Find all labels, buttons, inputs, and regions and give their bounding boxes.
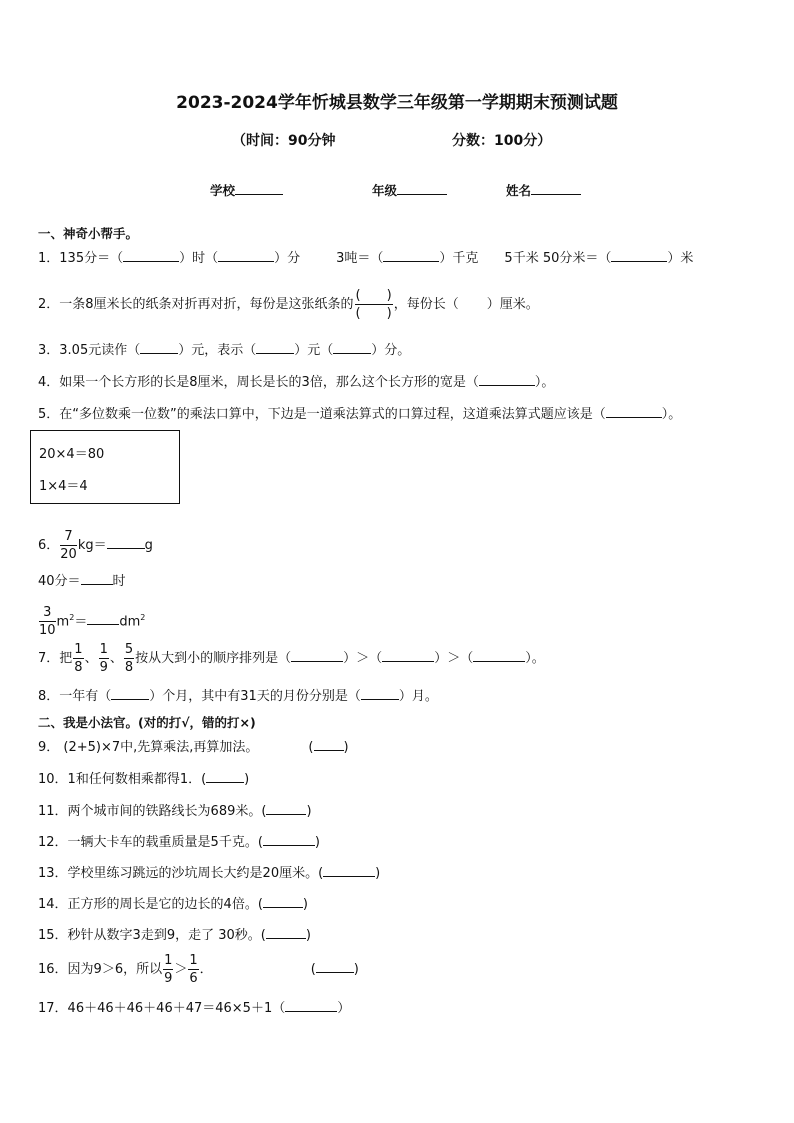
name-label: 姓名 [506,183,532,198]
q1-text: ）千克 [439,251,479,266]
q5-text: ）。 [661,407,682,422]
question-16 [38,950,359,990]
q5-text: 5．在“多位数乘一位数”的乘法口算中，下边是一道乘法算式的口算过程，这道乘法算式题应该是（ [38,407,606,422]
q1-text: ）时（ [179,251,219,266]
q8-text: ）月。 [398,689,438,704]
q3-blank-3[interactable] [333,353,371,354]
q5-calculation-box [30,430,180,504]
exam-title: 2023-2024学年忻城县数学三年级第一学期期末预测试题 [176,93,618,113]
q6-text: 6． [38,538,60,553]
q7-separator: 、 [109,651,123,666]
q3-text: ）元，表示（ [178,343,257,358]
q8-blank-2[interactable] [361,699,399,700]
q15-text: ) [305,928,311,943]
q13-text: ) [375,866,381,881]
question-5 [38,405,681,425]
section-1-title: 一、神奇小帮手。 [38,226,139,241]
q6-superscript: 2 [69,613,75,622]
q6-superscript: 2 [140,613,146,622]
q1-text: 1．135分＝（ [38,251,124,266]
school-field[interactable] [210,181,283,199]
q16-f2-numerator: 1 [189,953,198,968]
question-12 [38,833,320,853]
q16-f2-denominator: 6 [189,971,198,986]
q6-text: kg＝ [77,538,107,553]
q6-f2-denominator: 10 [39,623,56,639]
q14-text: 14．正方形的周长是它的边长的4倍。( [38,897,263,912]
q4-blank[interactable] [479,385,535,386]
question-14 [38,895,308,915]
q7-text: ）＞（ [343,651,383,666]
exam-time: （时间：90分钟 [232,133,336,149]
q11-text: 11．两个城市间的铁路线长为689米。( [38,804,267,819]
q1-text: ）分 [274,251,301,266]
q8-text: 8．一年有（ [38,689,112,704]
q14-text: ) [302,897,308,912]
q6-text: 40分＝ [38,574,81,589]
q6-blank-2[interactable] [81,584,113,585]
q15-text: 15．秒针从数字3走到9，走了 30秒。( [38,928,266,943]
q10-text: ) [244,772,250,787]
question-6-line-2 [38,572,126,592]
q9-answer-blank[interactable] [314,750,344,751]
question-6 [38,526,153,566]
q6-blank-3[interactable] [87,624,119,625]
q7-text: ）＞（ [434,651,474,666]
q6-text: m [56,614,70,630]
q9-text: ) [343,740,349,755]
q7-f1-denominator: 8 [74,660,83,675]
q6-blank-1[interactable] [107,548,145,549]
question-6-line-3 [38,598,145,642]
q3-text: ）元（ [294,343,334,358]
q6-f1-numerator: 7 [60,530,77,546]
q3-blank-1[interactable] [140,353,178,354]
q8-text: ）个月，其中有31天的月份分别是（ [149,689,361,704]
q10-text: 10．1和任何数相乘都得1．( [38,772,207,787]
q11-answer-blank[interactable] [266,814,306,815]
q7-text: ）。 [525,651,545,666]
q14-answer-blank[interactable] [263,907,303,908]
name-blank[interactable] [531,194,581,195]
grade-blank[interactable] [397,194,447,195]
q3-text: ）分。 [371,343,411,358]
q17-text: ） [337,1001,351,1016]
grade-field[interactable] [372,181,447,199]
q1-blank-4[interactable] [611,261,667,262]
q2-frac-numerator: ( ) [355,288,392,303]
q7-fraction-2 [99,643,109,674]
question-1 [38,249,693,269]
q2-text: ）厘米。 [486,297,539,312]
school-label: 学校 [210,183,236,198]
question-10 [38,770,249,790]
q7-fraction-3 [124,643,134,674]
q6-text: ＝ [74,614,88,630]
q17-answer-blank[interactable] [285,1011,337,1012]
q1-text: 5千米 50分米＝（ [504,251,612,266]
q7-text: 按从大到小的顺序排列是（ [135,651,292,666]
q16-answer-blank[interactable] [316,972,354,973]
q5-step-2: 1×4＝4 [39,479,88,494]
q16-fraction-1 [163,954,173,985]
exam-score: 分数：100分） [452,133,552,149]
q6-text: g [144,538,153,553]
q6-fraction-2 [39,606,56,637]
q8-blank-1[interactable] [111,699,149,700]
question-7 [38,639,545,679]
grade-label: 年级 [372,183,398,198]
q6-fraction-1 [60,530,77,561]
q16-f1-numerator: 1 [164,953,173,968]
question-9 [38,738,349,758]
q2-text: 2．一条8厘米长的纸条对折再对折，每份是这张纸条的 [38,297,354,312]
q5-blank[interactable] [606,417,662,418]
q13-answer-blank[interactable] [323,876,375,877]
q11-text: ) [306,804,312,819]
q2-text: ，每份长（ [393,297,459,312]
q6-text: 时 [112,574,126,589]
q7-blank-3[interactable] [473,661,525,662]
q7-f3-denominator: 8 [124,660,134,675]
question-13 [38,864,380,884]
q4-text: ）。 [534,375,555,390]
school-blank[interactable] [235,194,283,195]
question-11 [38,802,312,822]
q7-blank-2[interactable] [382,661,434,662]
question-2 [38,283,539,327]
question-15 [38,926,311,946]
q7-f2-numerator: 1 [99,642,108,657]
q12-answer-blank[interactable] [263,845,315,846]
q12-text: 12．一辆大卡车的载重质量是5千克。( [38,835,263,850]
q16-fraction-2 [188,954,198,985]
q9-text: ( [308,740,314,755]
q2-fraction-blank[interactable] [355,289,393,320]
q6-f1-denominator: 20 [60,547,77,562]
q1-text: ）米 [667,251,694,266]
question-17 [38,999,350,1019]
q15-answer-blank[interactable] [266,938,306,939]
q1-text: 3吨＝（ [336,251,384,266]
q7-f2-denominator: 9 [99,660,108,675]
q12-text: ) [314,835,320,850]
q4-text: 4．如果一个长方形的长是8厘米，周长是长的3倍，那么这个长方形的宽是（ [38,375,479,390]
q7-f1-numerator: 1 [74,642,83,657]
q16-text: 16．因为9＞6，所以 [38,962,163,977]
q6-f2-numerator: 3 [39,606,56,622]
q7-text: 7．把 [38,651,73,666]
q3-text: 3．3.05元读作（ [38,343,141,358]
q16-f1-denominator: 9 [164,971,173,986]
question-8 [38,687,438,707]
q10-answer-blank[interactable] [206,782,244,783]
q1-blank-3[interactable] [383,261,439,262]
question-4 [38,373,554,393]
q1-blank-1[interactable] [123,261,179,262]
q2-frac-denominator: ( ) [355,306,392,321]
q1-blank-2[interactable] [218,261,274,262]
q13-text: 13．学校里练习跳远的沙坑周长大约是20厘米。( [38,866,324,881]
q7-fraction-1 [73,643,83,674]
q16-text: ) [353,962,359,977]
q16-text: ( [310,962,316,977]
name-field[interactable] [506,181,581,199]
q5-step-1: 20×4＝80 [39,447,105,462]
q17-text: 17．46＋46＋46＋46＋47＝46×5＋1（ [38,1001,286,1016]
q7-f3-numerator: 5 [124,642,134,657]
q16-greater-than: ＞ [174,962,188,977]
q3-blank-2[interactable] [256,353,294,354]
q9-text: 9． (2+5)×7中,先算乘法,再算加法。 [38,740,259,755]
q16-text: ． [199,962,213,977]
q7-blank-1[interactable] [291,661,343,662]
q6-text: dm [119,614,141,630]
section-2-title: 二、我是小法官。(对的打√，错的打×) [38,715,256,730]
q7-separator: 、 [84,651,98,666]
question-3 [38,341,410,361]
